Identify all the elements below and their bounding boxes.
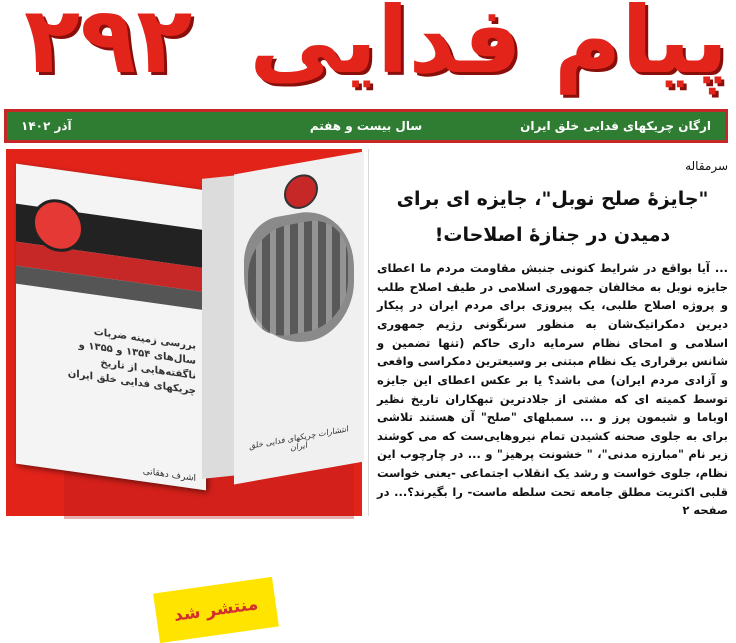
published-badge: منتشر شد xyxy=(153,577,279,643)
newspaper-title: پیام فدایی xyxy=(249,0,728,94)
info-band xyxy=(4,109,728,143)
book-title: بررسی زمینه ضربات سال‌های ۱۳۵۴ و ۱۳۵۵ و ناگفته‌هایی از تاریخ چریکهای فدایی خلق ایران xyxy=(67,326,196,397)
book-author: اشرف دهقانی xyxy=(142,466,196,484)
book-promo-image[interactable] xyxy=(6,149,362,626)
book-back-cover xyxy=(234,152,364,485)
article-body: ... آیا بواقع در شرایط کنونی جنبش مقاومت مردم ما اعطای جایزه نوبل به مخالفان جمهوری اسلامی در طیف اصلاح طلب و پروژه اصلاح طلبی، یک پیروزی برای مردم ایران در پیکار دیرین دمکراتیک‌شان به منظور سرنگونی رژیم جمهوری اسلامی و امحای نظام سرمایه داری حاکم (تنها تضمین و شانس برقراری یک نظام مبتنی بر وسیعترین دمکراسی واقعی و آزادی مردم ایران) می باشد؟ یا بر عکس اعطای این جایزه توسط کمیته ای که مشتی از جلادترین تبهکاران تاریخ نظیر اوباما و شیمون پرز و ... سمبلهای "صلح" آن هستند تلاشی برای به جلوی صحنه کشیدن تمام نیروهایی‌ست که می کوشند زیر نام "مبارزه مدنی"، " خشونت پرهیز" و ... در چارچوب این نظام، جلوی خواست و رشد یک انقلاب اجتماعی -یعنی خواست قلبی اکثریت مطلق جامعه تحت سلطه ماست- را بگیرند؟... در صفحه ۲ xyxy=(377,261,728,518)
headline-line-2: دمیدن در جنازۀ اصلاحات! xyxy=(434,224,671,247)
issue-number: ۲۹۲ xyxy=(24,0,193,94)
headline-line-1: "جایزۀ صلح نوبل"، جایزه ای برای xyxy=(396,188,709,210)
year-label: سال بیست و هفتم xyxy=(309,119,423,133)
organ-label: ارگان چریکهای فدایی خلق ایران xyxy=(520,119,711,133)
date-label: آذر ۱۴۰۲ xyxy=(21,119,72,133)
section-kicker: سرمقاله xyxy=(685,159,728,173)
book-front-cover xyxy=(16,164,206,491)
article-headline[interactable] xyxy=(377,181,728,253)
book-spine xyxy=(202,175,238,479)
fadai-emblem-icon xyxy=(284,172,318,212)
masthead xyxy=(0,0,736,108)
editorial-article xyxy=(368,149,736,516)
publisher-label: انتشارات چریکهای فدایی خلق ایران xyxy=(249,424,349,453)
